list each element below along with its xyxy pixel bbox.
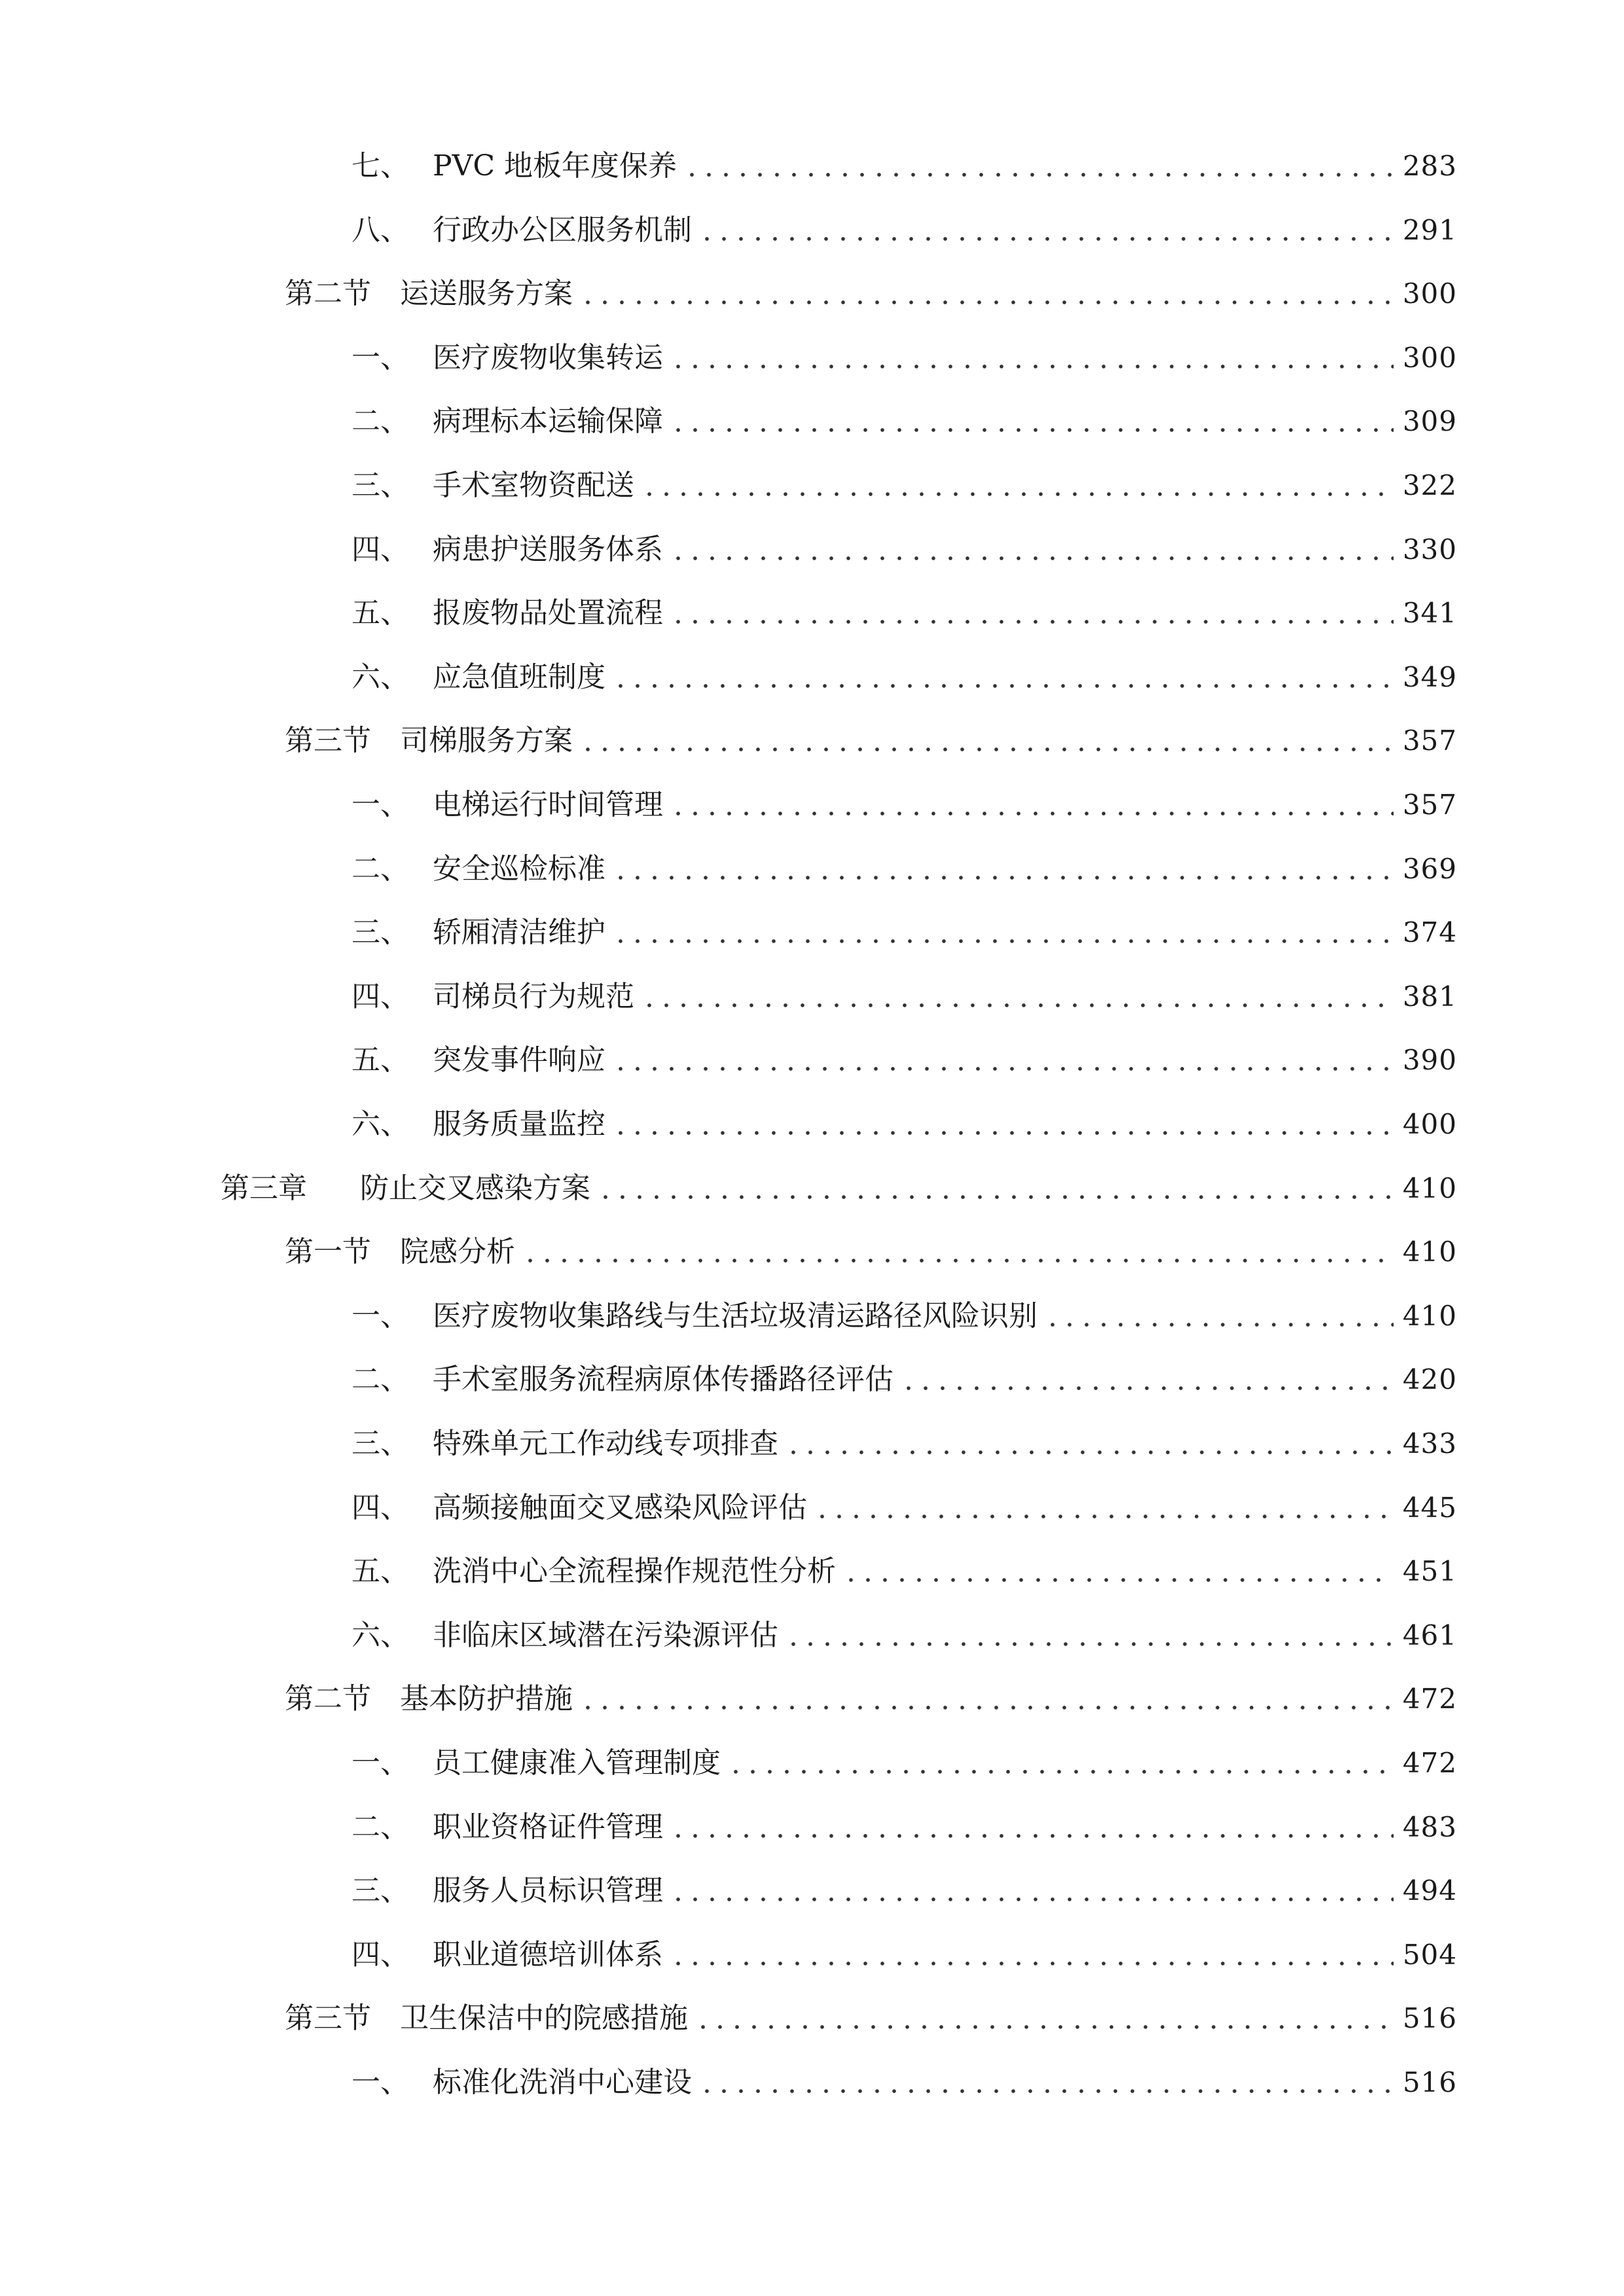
toc-entry-title: 高频接触面交叉感染风险评估: [433, 1491, 807, 1524]
toc-entry-item[interactable]: [352, 1808, 1457, 1847]
toc-entry-page-number: 291: [1402, 214, 1457, 246]
toc-entry-number: 三、: [352, 469, 409, 502]
dot-leader: [612, 913, 1394, 952]
toc-entry-number: 一、: [352, 1746, 409, 1780]
dot-leader: [670, 594, 1394, 633]
dot-leader: [698, 211, 1394, 250]
toc-entry-title: 手术室物资配送: [433, 469, 634, 502]
toc-entry-number: 一、: [352, 788, 409, 821]
toc-entry-number: 一、: [352, 2066, 409, 2099]
toc-entry-title: 卫生保洁中的院感措施: [400, 2001, 688, 2035]
toc-entry-item[interactable]: [352, 1935, 1457, 1975]
dot-leader: [695, 1999, 1394, 2038]
toc-entry-title: 司梯服务方案: [400, 724, 573, 757]
toc-entry-number: 三、: [352, 916, 409, 949]
toc-entry-number: 第三章: [221, 1172, 307, 1205]
toc-entry-number: 六、: [352, 1619, 409, 1652]
toc-entry-item[interactable]: [352, 338, 1457, 378]
toc-entry-title: 病患护送服务体系: [433, 533, 663, 566]
toc-entry-number: 一、: [352, 341, 409, 374]
toc-entry-page-number: 445: [1402, 1492, 1457, 1524]
toc-entry-item[interactable]: [352, 1105, 1457, 1144]
toc-entry-number: 第二节: [285, 277, 371, 310]
dot-leader: [612, 1105, 1394, 1144]
dot-leader: [641, 466, 1394, 505]
toc-entry-page-number: 516: [1402, 2066, 1457, 2098]
toc-entry-page-number: 451: [1402, 1555, 1457, 1587]
toc-entry-item[interactable]: [352, 1360, 1457, 1399]
toc-entry-item[interactable]: [352, 913, 1457, 952]
toc-entry-title: 特殊单元工作动线专项排查: [433, 1427, 778, 1460]
toc-entry-page-number: 357: [1402, 725, 1457, 757]
toc-entry-number: 三、: [352, 1427, 409, 1460]
toc-entry-title: 洗消中心全流程操作规范性分析: [433, 1554, 836, 1588]
toc-entry-title: 突发事件响应: [433, 1043, 605, 1077]
toc-entry-section[interactable]: [285, 721, 1457, 761]
toc-entry-title: 基本防护措施: [400, 1682, 573, 1715]
toc-entry-item[interactable]: [352, 1424, 1457, 1463]
toc-entry-item[interactable]: [352, 594, 1457, 633]
toc-entry-page-number: 410: [1402, 1172, 1457, 1204]
toc-entry-item[interactable]: [352, 1552, 1457, 1591]
dot-leader: [579, 1679, 1394, 1719]
dot-leader: [727, 1744, 1394, 1783]
toc-entry-page-number: 381: [1402, 980, 1457, 1013]
toc-entry-page-number: 309: [1402, 405, 1457, 437]
toc-entry-title: 防止交叉感染方案: [360, 1172, 590, 1205]
dot-leader: [842, 1552, 1394, 1591]
dot-leader: [670, 785, 1394, 825]
toc-entry-page-number: 494: [1402, 1874, 1457, 1907]
toc-entry-page-number: 472: [1402, 1683, 1457, 1715]
dot-leader: [579, 721, 1394, 761]
toc-entry-title: 医疗废物收集转运: [433, 341, 663, 374]
dot-leader: [900, 1360, 1394, 1399]
dot-leader: [670, 1935, 1394, 1975]
toc-entry-page-number: 504: [1402, 1939, 1457, 1971]
toc-entry-title: 院感分析: [400, 1235, 515, 1268]
toc-entry-item[interactable]: [352, 147, 1457, 186]
toc-entry-number: 四、: [352, 1491, 409, 1524]
toc-entry-section[interactable]: [285, 274, 1457, 314]
toc-entry-title: 安全巡检标准: [433, 852, 605, 886]
toc-entry-item[interactable]: [352, 211, 1457, 250]
dot-leader: [612, 1041, 1394, 1080]
toc-entry-number: 四、: [352, 533, 409, 566]
toc-entry-title: 病理标本运输保障: [433, 404, 663, 438]
dot-leader: [683, 147, 1394, 186]
dot-leader: [670, 338, 1394, 378]
toc-entry-page-number: 400: [1402, 1108, 1457, 1140]
toc-entry-number: 四、: [352, 1938, 409, 1971]
toc-entry-number: 六、: [352, 1107, 409, 1141]
toc-entry-item[interactable]: [352, 530, 1457, 569]
toc-entry-number: 二、: [352, 1810, 409, 1844]
dot-leader: [814, 1488, 1394, 1528]
toc-entry-number: 八、: [352, 213, 409, 247]
toc-entry-title: 服务人员标识管理: [433, 1874, 663, 1907]
toc-entry-number: 二、: [352, 404, 409, 438]
toc-entry-item[interactable]: [352, 977, 1457, 1016]
toc-entry-item[interactable]: [352, 466, 1457, 505]
toc-entry-item[interactable]: [352, 658, 1457, 697]
toc-entry-page-number: 472: [1402, 1747, 1457, 1779]
dot-leader: [612, 850, 1394, 889]
toc-entry-page-number: 369: [1402, 853, 1457, 885]
toc-entry-item[interactable]: [352, 402, 1457, 441]
toc-entry-title: 职业道德培训体系: [433, 1938, 663, 1971]
toc-entry-title: 医疗废物收集路线与生活垃圾清运路径风险识别: [433, 1299, 1038, 1333]
toc-entry-number: 三、: [352, 1874, 409, 1907]
toc-entry-page-number: 461: [1402, 1619, 1457, 1651]
toc-entry-title: 行政办公区服务机制: [433, 213, 692, 247]
toc-entry-title: 报废物品处置流程: [433, 596, 663, 630]
toc-entry-title: 员工健康准入管理制度: [433, 1746, 721, 1780]
toc-entry-item[interactable]: [352, 850, 1457, 889]
toc-entry-title: 非临床区域潜在污染源评估: [433, 1619, 778, 1652]
toc-entry-page-number: 410: [1402, 1236, 1457, 1268]
toc-entry-page-number: 516: [1402, 2002, 1457, 2034]
toc-entry-page-number: 322: [1402, 469, 1457, 501]
dot-leader: [785, 1424, 1394, 1463]
toc-entry-title: 司梯员行为规范: [433, 980, 634, 1013]
toc-entry-number: 二、: [352, 1363, 409, 1396]
toc-entry-item[interactable]: [352, 1297, 1457, 1336]
toc-entry-page-number: 374: [1402, 916, 1457, 948]
toc-entry-page-number: 300: [1402, 342, 1457, 374]
toc-entry-title: 应急值班制度: [433, 660, 605, 694]
dot-leader: [785, 1616, 1394, 1655]
toc-entry-page-number: 357: [1402, 789, 1457, 821]
toc-entry-title: 电梯运行时间管理: [433, 788, 663, 821]
toc-entry-section[interactable]: [285, 1232, 1457, 1272]
toc-entry-item[interactable]: [352, 1041, 1457, 1080]
toc-entry-section[interactable]: [285, 1999, 1457, 2038]
toc-entry-number: 一、: [352, 1299, 409, 1333]
dot-leader: [579, 274, 1394, 314]
toc-entry-item[interactable]: [352, 2063, 1457, 2102]
toc-entry-title: 手术室服务流程病原体传播路径评估: [433, 1363, 893, 1396]
toc-entry-page-number: 341: [1402, 597, 1457, 629]
toc-entry-title: 服务质量监控: [433, 1107, 605, 1141]
toc-entry-item[interactable]: [352, 1871, 1457, 1910]
toc-entry-number: 二、: [352, 852, 409, 886]
toc-entry-title: 职业资格证件管理: [433, 1810, 663, 1844]
toc-entry-page-number: 483: [1402, 1811, 1457, 1843]
toc-entry-page-number: 349: [1402, 661, 1457, 693]
dot-leader: [698, 2063, 1394, 2102]
toc-entry-page-number: 330: [1402, 533, 1457, 565]
toc-entry-page-number: 283: [1402, 150, 1457, 182]
dot-leader: [670, 1871, 1394, 1910]
toc-entry-number: 七、: [352, 149, 409, 183]
dot-leader: [670, 1808, 1394, 1847]
toc-entry-number: 五、: [352, 596, 409, 630]
toc-entry-title: 运送服务方案: [400, 277, 573, 310]
toc-entry-title: 轿厢清洁维护: [433, 916, 605, 949]
toc-entry-section[interactable]: [285, 1679, 1457, 1719]
toc-entry-number: 第一节: [285, 1235, 371, 1268]
toc-entry-item[interactable]: [352, 1488, 1457, 1528]
dot-leader: [522, 1232, 1394, 1272]
dot-leader: [670, 530, 1394, 569]
toc-entry-number: 第三节: [285, 724, 371, 757]
toc-entry-number: 六、: [352, 660, 409, 694]
toc-entry-chapter[interactable]: [221, 1169, 1457, 1208]
toc-entry-number: 五、: [352, 1043, 409, 1077]
dot-leader: [612, 658, 1394, 697]
toc-entry-page-number: 433: [1402, 1427, 1457, 1460]
dot-leader: [597, 1169, 1394, 1208]
dot-leader: [641, 977, 1394, 1016]
toc-entry-number: 四、: [352, 980, 409, 1013]
toc-entry-item[interactable]: [352, 1744, 1457, 1783]
toc-entry-page-number: 300: [1402, 278, 1457, 310]
toc-entry-item[interactable]: [352, 785, 1457, 825]
dot-leader: [670, 402, 1394, 441]
dot-leader: [1044, 1297, 1394, 1336]
toc-entry-item[interactable]: [352, 1616, 1457, 1655]
toc-entry-page-number: 390: [1402, 1044, 1457, 1076]
toc-entry-number: 第三节: [285, 2001, 371, 2035]
toc-entry-page-number: 410: [1402, 1300, 1457, 1332]
toc-entry-title: 标准化洗消中心建设: [433, 2066, 692, 2099]
toc-entry-number: 五、: [352, 1554, 409, 1588]
toc-entry-number: 第二节: [285, 1682, 371, 1715]
toc-entry-page-number: 420: [1402, 1363, 1457, 1395]
toc-entry-title: PVC 地板年度保养: [433, 149, 677, 183]
